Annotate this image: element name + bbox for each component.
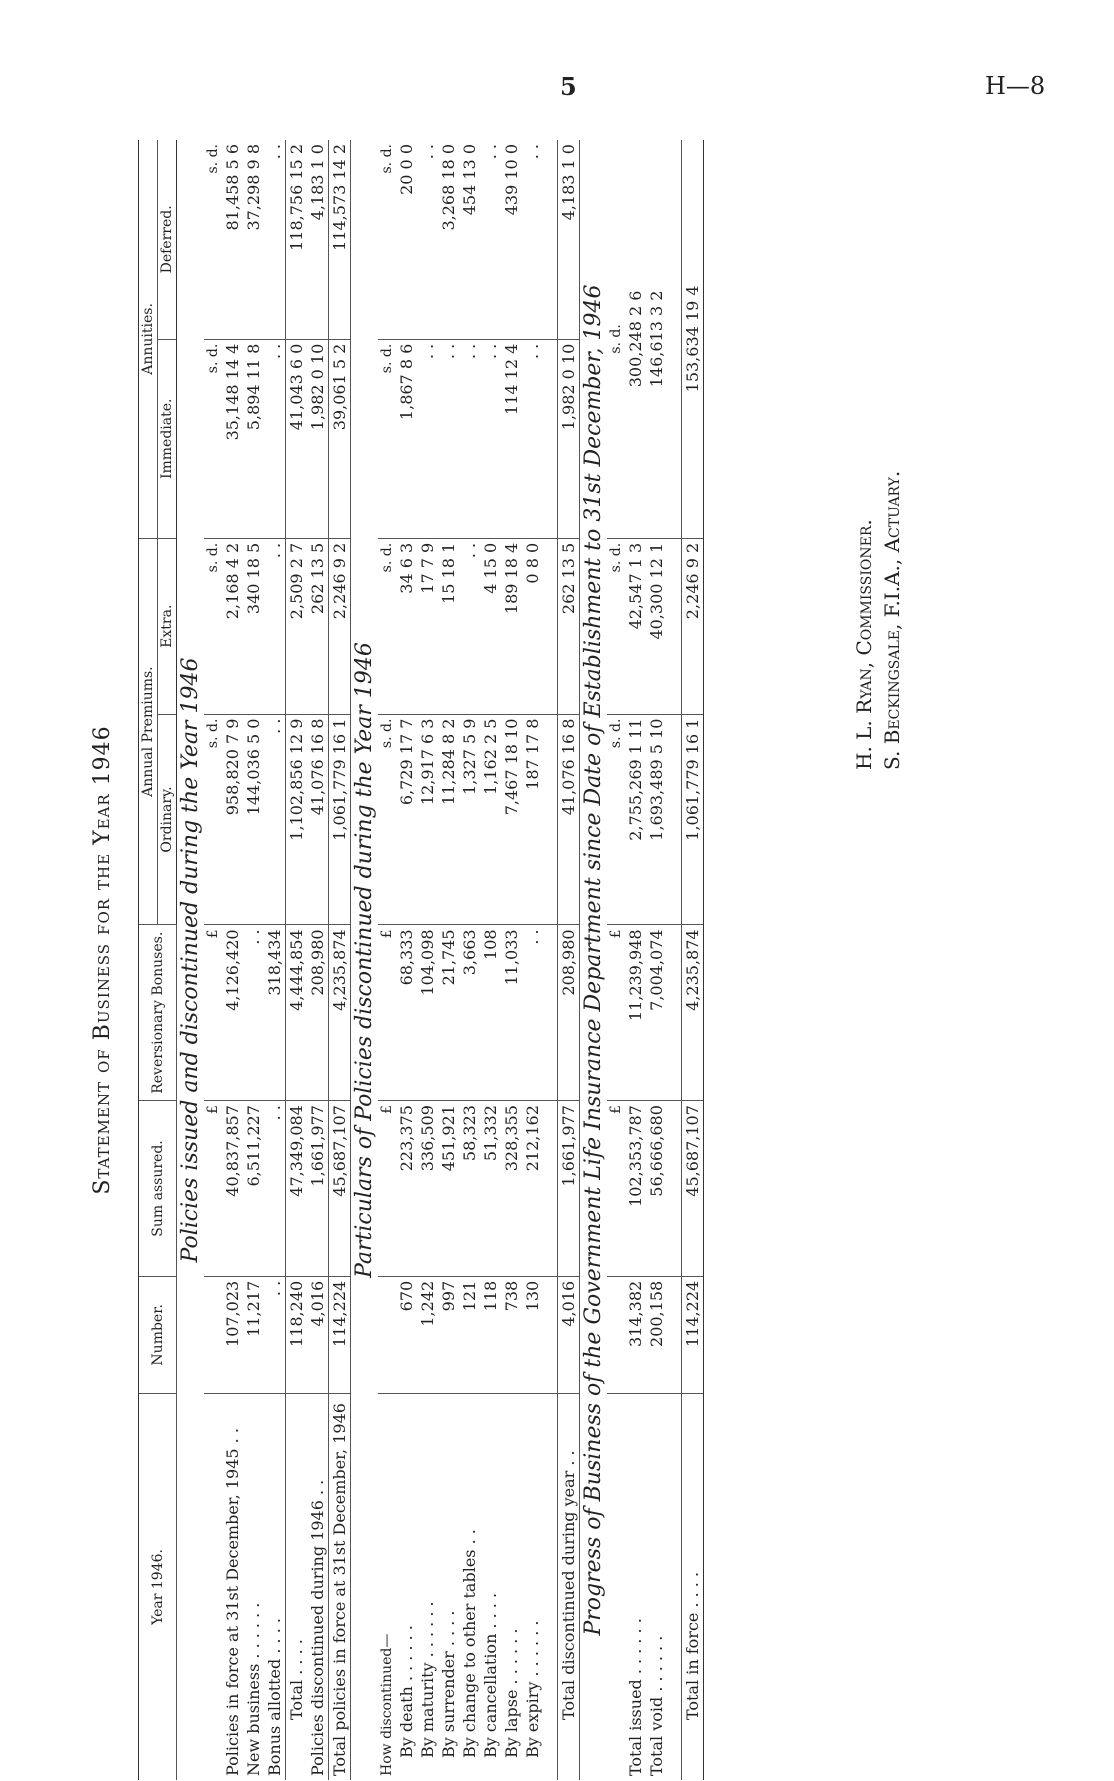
unit-pound: £ <box>607 925 625 1101</box>
cell-number: 4,016 <box>307 1276 329 1393</box>
row-label: Bonus allotted . . . . <box>265 1618 284 1776</box>
cell-rev: 4,444,854 <box>286 925 308 1101</box>
unit-sd: s. d. <box>378 714 396 925</box>
cell-immediate: . . <box>480 339 501 538</box>
cell-number: 130 <box>522 1276 543 1393</box>
cell-immediate: . . <box>438 339 459 538</box>
unit-sd: s. d. <box>607 714 625 925</box>
section-title-issued: Policies issued and discontinued during the Year 1946 <box>178 657 203 1263</box>
unit-pound: £ <box>607 1101 625 1277</box>
cell-rev: 208,980 <box>558 925 580 1101</box>
row-label: By expiry . . . . . . <box>523 1620 542 1758</box>
cell-deferred: 114,573 14 2 <box>329 140 351 339</box>
cell-extra: 0 8 0 <box>522 538 543 714</box>
cell-sum: 51,332 <box>480 1101 501 1277</box>
signatures <box>850 471 906 770</box>
table-row <box>307 140 329 1780</box>
cell-ordinary: 1,061,779 16 1 <box>329 714 351 925</box>
cell-sum: 58,323 <box>459 1101 480 1277</box>
cell-ordinary: 1,693,489 5 10 <box>646 714 667 925</box>
cell-sum: 223,375 <box>396 1101 417 1277</box>
cell-extra: . . <box>459 538 480 714</box>
row-label: By death . . . . . . <box>397 1625 416 1758</box>
row-label: New business . . . . . . <box>244 1602 263 1776</box>
cell-rev: 68,333 <box>396 925 417 1101</box>
cell-annuities: 153,634 19 4 <box>682 140 704 538</box>
table-row <box>243 140 264 1780</box>
unit-pound: £ <box>378 1101 396 1277</box>
cell-deferred: . . <box>264 140 286 339</box>
header-reversionary-bonuses: Reversionary Bonuses. <box>139 925 177 1101</box>
cell-rev: 11,033 <box>501 925 522 1101</box>
cell-ordinary: 41,076 16 8 <box>307 714 329 925</box>
cell-rev: 7,004,074 <box>646 925 667 1101</box>
rotated-statement <box>90 140 970 1780</box>
cell-ordinary: 958,820 7 9 <box>222 714 243 925</box>
cell-extra: 340 18 5 <box>243 538 264 714</box>
cell-rev: 318,434 <box>264 925 286 1101</box>
cell-extra: 189 18 4 <box>501 538 522 714</box>
row-label: Total . . . . <box>286 1393 308 1780</box>
cell-deferred: 454 13 0 <box>459 140 480 339</box>
document-reference: H—8 <box>985 72 1046 100</box>
cell-number: 118 <box>480 1276 501 1393</box>
table-row <box>646 140 667 1780</box>
table-row-total <box>682 140 704 1780</box>
cell-sum: 1,661,977 <box>558 1101 580 1277</box>
unit-pound: £ <box>378 925 396 1101</box>
cell-deferred: . . <box>522 140 543 339</box>
cell-extra: 15 18 1 <box>438 538 459 714</box>
header-sum-assured: Sum assured. <box>139 1101 177 1277</box>
row-label: By surrender . . . . <box>439 1610 458 1758</box>
cell-sum: 47,349,084 <box>286 1101 308 1277</box>
table-row <box>459 140 480 1780</box>
cell-extra: . . <box>264 538 286 714</box>
cell-immediate: . . <box>459 339 480 538</box>
table-row <box>286 140 308 1780</box>
cell-immediate: 114 12 4 <box>501 339 522 538</box>
cell-extra: 262 13 5 <box>307 538 329 714</box>
row-label: Policies in force at 31st December, 1945 . . <box>223 1428 242 1776</box>
cell-ordinary: 41,076 16 8 <box>558 714 580 925</box>
header-annuities: Annuities. <box>139 140 158 538</box>
cell-immediate: 1,982 0 10 <box>558 339 580 538</box>
row-label: By maturity . . . . . . <box>418 1601 437 1758</box>
unit-pound: £ <box>204 1101 222 1277</box>
statement-table <box>138 140 704 1780</box>
row-label: Total issued . . . . . . <box>626 1618 645 1776</box>
row-label: By change to other tables . . <box>460 1529 479 1758</box>
row-label: Total discontinued during year . . <box>558 1393 580 1780</box>
row-label: Total policies in force at 31st December, 1946 <box>329 1393 351 1780</box>
cell-extra: 34 6 3 <box>396 538 417 714</box>
table-row <box>417 140 438 1780</box>
cell-immediate: 1,982 0 10 <box>307 339 329 538</box>
table-row <box>264 140 286 1780</box>
table-row <box>438 140 459 1780</box>
cell-sum: 45,687,107 <box>329 1101 351 1277</box>
cell-ordinary: 144,036 5 0 <box>243 714 264 925</box>
cell-number: 1,242 <box>417 1276 438 1393</box>
table-row <box>501 140 522 1780</box>
cell-deferred: . . <box>480 140 501 339</box>
unit-sd: s. d. <box>204 538 222 714</box>
unit-sd: s. d. <box>204 140 222 339</box>
cell-immediate: . . <box>522 339 543 538</box>
cell-number: 997 <box>438 1276 459 1393</box>
cell-ordinary: 187 17 8 <box>522 714 543 925</box>
unit-sd: s. d. <box>378 140 396 339</box>
table-row <box>222 140 243 1780</box>
cell-ordinary: 6,729 17 7 <box>396 714 417 925</box>
cell-sum: 56,666,680 <box>646 1101 667 1277</box>
row-label: By lapse . . . . . . <box>502 1628 521 1758</box>
table-row <box>480 140 501 1780</box>
unit-sd: s. d. <box>378 339 396 538</box>
page-number: 5 <box>560 72 577 101</box>
unit-sd: s. d. <box>607 538 625 714</box>
cell-rev: . . <box>522 925 543 1101</box>
statement-title: Statement of Business for the Year 1946 <box>90 725 115 1195</box>
unit-sd: s. d. <box>607 140 625 538</box>
cell-ordinary: 12,917 6 3 <box>417 714 438 925</box>
cell-immediate: 39,061 5 2 <box>329 339 351 538</box>
cell-rev: 208,980 <box>307 925 329 1101</box>
cell-deferred: 3,268 18 0 <box>438 140 459 339</box>
table-row <box>522 140 543 1780</box>
header-ordinary: Ordinary. <box>158 714 177 925</box>
cell-number: 314,382 <box>625 1276 646 1393</box>
cell-sum: 328,355 <box>501 1101 522 1277</box>
cell-number: 107,023 <box>222 1276 243 1393</box>
cell-ordinary: 1,327 5 9 <box>459 714 480 925</box>
table-row <box>625 140 646 1780</box>
cell-rev: 4,126,420 <box>222 925 243 1101</box>
cell-rev: 4,235,874 <box>329 925 351 1101</box>
section-title-discontinued: Particulars of Policies discontinued during the Year 1946 <box>352 642 377 1278</box>
cell-rev: 108 <box>480 925 501 1101</box>
cell-immediate: . . <box>417 339 438 538</box>
cell-extra: 42,547 1 3 <box>625 538 646 714</box>
cell-ordinary: 2,755,269 1 11 <box>625 714 646 925</box>
cell-immediate: 41,043 6 0 <box>286 339 308 538</box>
cell-sum: 102,353,787 <box>625 1101 646 1277</box>
cell-deferred: . . <box>417 140 438 339</box>
cell-ordinary: . . <box>264 714 286 925</box>
cell-annuities: 146,613 3 2 <box>646 140 667 538</box>
actuary-signature: S. Beckingsale, F.I.A., Actuary. <box>880 470 904 770</box>
header-annual-premiums: Annual Premiums. <box>139 538 158 925</box>
cell-number: . . <box>264 1276 286 1393</box>
header-deferred: Deferred. <box>158 140 177 339</box>
how-discontinued-label: How discontinued— <box>379 1633 395 1776</box>
cell-sum: 451,921 <box>438 1101 459 1277</box>
section-title-progress: Progress of Business of the Government Life Insurance Department since Date of Establishment to 31st December, 1946 <box>581 284 606 1636</box>
cell-ordinary: 7,467 18 10 <box>501 714 522 925</box>
table-row-total <box>558 140 580 1780</box>
unit-sd: s. d. <box>378 538 396 714</box>
cell-extra: 2,509 2 7 <box>286 538 308 714</box>
cell-number: 114,224 <box>329 1276 351 1393</box>
header-immediate: Immediate. <box>158 339 177 538</box>
cell-rev: 3,663 <box>459 925 480 1101</box>
table-row <box>329 140 351 1780</box>
cell-extra: 262 13 5 <box>558 538 580 714</box>
cell-sum: 6,511,227 <box>243 1101 264 1277</box>
cell-number: 118,240 <box>286 1276 308 1393</box>
cell-number: 121 <box>459 1276 480 1393</box>
cell-deferred: 81,458 5 6 <box>222 140 243 339</box>
commissioner-signature: H. L. Ryan, Commissioner. <box>852 519 876 770</box>
cell-extra: 2,168 4 2 <box>222 538 243 714</box>
header-extra: Extra. <box>158 538 177 714</box>
table-row <box>396 140 417 1780</box>
cell-ordinary: 1,162 2 5 <box>480 714 501 925</box>
cell-rev: 104,098 <box>417 925 438 1101</box>
cell-annuities: 300,248 2 6 <box>625 140 646 538</box>
row-label: Total in force . . . . <box>682 1393 704 1780</box>
cell-deferred: 4,183 1 0 <box>307 140 329 339</box>
cell-number: 4,016 <box>558 1276 580 1393</box>
header-year: Year 1946. <box>139 1393 177 1780</box>
cell-extra: 40,300 12 1 <box>646 538 667 714</box>
cell-number: 11,217 <box>243 1276 264 1393</box>
row-label: By cancellation . . . . <box>481 1592 500 1758</box>
cell-immediate: 1,867 8 6 <box>396 339 417 538</box>
cell-deferred: 4,183 1 0 <box>558 140 580 339</box>
cell-extra: 2,246 9 2 <box>682 538 704 714</box>
cell-deferred: 20 0 0 <box>396 140 417 339</box>
cell-sum: 212,162 <box>522 1101 543 1277</box>
cell-number: 670 <box>396 1276 417 1393</box>
cell-deferred: 439 10 0 <box>501 140 522 339</box>
cell-ordinary: 1,061,779 16 1 <box>682 714 704 925</box>
unit-sd: s. d. <box>204 714 222 925</box>
cell-immediate: . . <box>264 339 286 538</box>
cell-extra: 17 7 9 <box>417 538 438 714</box>
cell-immediate: 5,894 11 8 <box>243 339 264 538</box>
cell-extra: 4 15 0 <box>480 538 501 714</box>
row-label: Total void . . . . . . <box>647 1635 666 1776</box>
cell-rev: 4,235,874 <box>682 925 704 1101</box>
cell-number: 114,224 <box>682 1276 704 1393</box>
row-label: Policies discontinued during 1946 . . <box>307 1393 329 1780</box>
cell-ordinary: 1,102,856 12 9 <box>286 714 308 925</box>
unit-pound: £ <box>204 925 222 1101</box>
cell-sum: . . <box>264 1101 286 1277</box>
cell-sum: 40,837,857 <box>222 1101 243 1277</box>
cell-number: 200,158 <box>646 1276 667 1393</box>
cell-rev: 11,239,948 <box>625 925 646 1101</box>
header-number: Number. <box>139 1276 177 1393</box>
cell-ordinary: 11,284 8 2 <box>438 714 459 925</box>
cell-sum: 45,687,107 <box>682 1101 704 1277</box>
cell-deferred: 118,756 15 2 <box>286 140 308 339</box>
unit-sd: s. d. <box>204 339 222 538</box>
cell-deferred: 37,298 9 8 <box>243 140 264 339</box>
cell-rev: 21,745 <box>438 925 459 1101</box>
cell-sum: 336,509 <box>417 1101 438 1277</box>
cell-rev: . . <box>243 925 264 1101</box>
cell-number: 738 <box>501 1276 522 1393</box>
cell-sum: 1,661,977 <box>307 1101 329 1277</box>
cell-immediate: 35,148 14 4 <box>222 339 243 538</box>
cell-extra: 2,246 9 2 <box>329 538 351 714</box>
